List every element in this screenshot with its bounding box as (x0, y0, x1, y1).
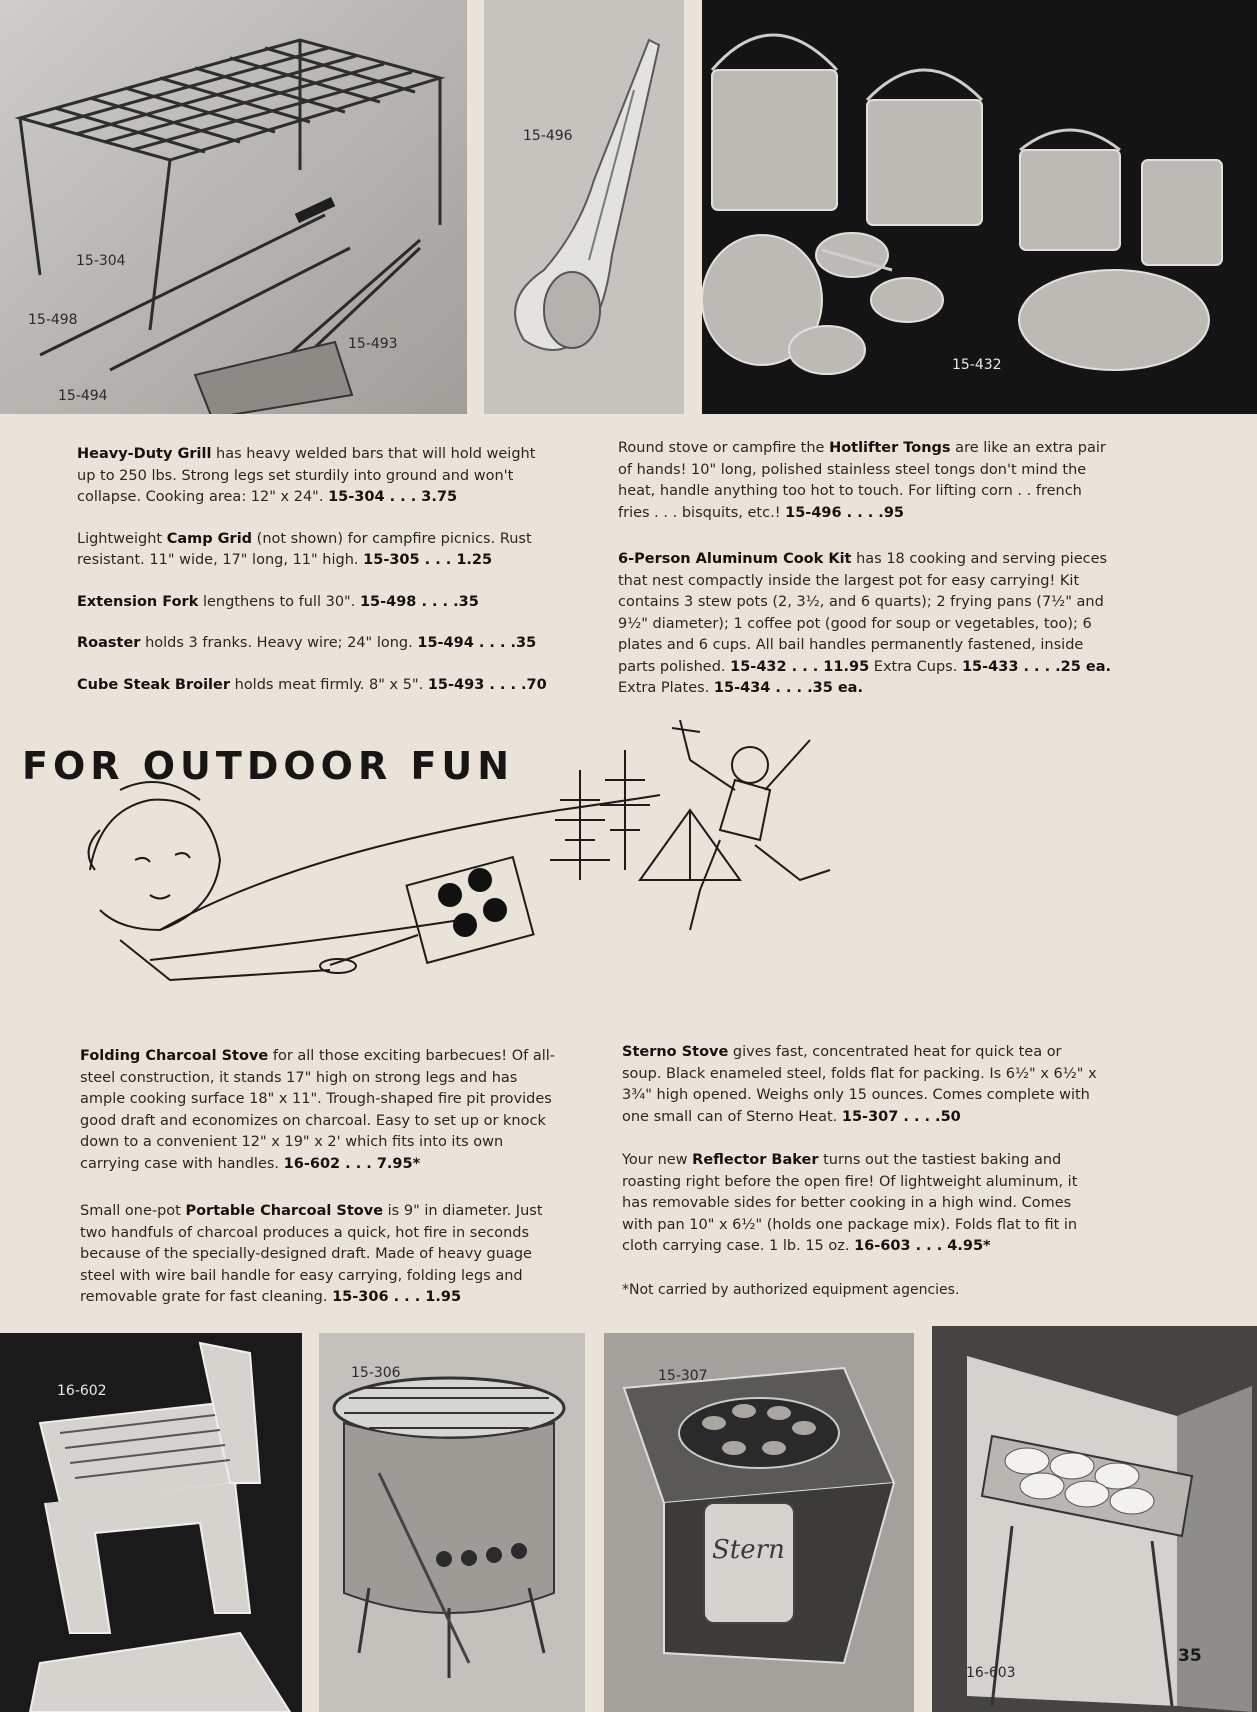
roaster-desc: Roaster holds 3 franks. Heavy wire; 24" long. 15-494 . . . .35 (77, 635, 537, 651)
extension-fork-desc: Extension Fork lengthens to full 30". 15-498 . . . .35 (77, 593, 479, 610)
left-top-column (77, 444, 557, 696)
reflector-baker-photo (932, 1326, 1257, 1712)
label-reflector-baker: 16-603 (966, 1665, 1016, 1681)
portable-stove-photo (319, 1333, 585, 1712)
tongs-photo (484, 0, 684, 414)
page-number: 35 (1178, 1646, 1202, 1666)
reflector-baker-desc: Your new Reflector Baker turns out the tastiest baking and roasting right before the open fire! Of lightweight aluminum, it has removable sides for better cooking in a high wind. Comes with pan 10" x 6½" (holds one package mix). Folds flat to fit in cloth carrying case. 1 lb. 15 oz. 16-603 . . . 4.95* (622, 1152, 1078, 1254)
outdoor-illustration (0, 720, 880, 1020)
label-roaster: 15-494 (58, 388, 108, 404)
sterno-stove-photo (604, 1333, 914, 1712)
right-top-column (618, 438, 1118, 700)
label-sterno-stove: 15-307 (658, 1368, 708, 1384)
footnote: *Not carried by authorized equipment agencies. (622, 1281, 960, 1298)
label-portable-stove: 15-306 (351, 1365, 401, 1381)
sterno-can-label: Stern (712, 1535, 785, 1565)
folding-stove-photo (0, 1333, 302, 1712)
label-folding-stove: 16-602 (57, 1383, 107, 1399)
left-bottom-column (80, 1046, 560, 1309)
cook-kit-photo (702, 0, 1257, 414)
sterno-stove-desc: Sterno Stove gives fast, concentrated heat for quick tea or soup. Black enameled steel, folds flat for packing. Is 6½" x 6½" x 3¾" high opened. Weighs only 15 ounces. Comes complete with one small can of Sterno Heat. 15-307 . . . .50 (622, 1044, 1097, 1125)
heavy-duty-grill-desc: Heavy-Duty Grill has heavy welded bars that will hold weight up to 250 lbs. Strong legs set sturdily into ground and won't collapse. Cooking area: 12" x 24". 15-304 . . . 3.75 (77, 446, 536, 505)
cube-steak-desc: Cube Steak Broiler holds meat firmly. 8" x 5". 15-493 . . . .70 (77, 676, 547, 693)
tongs-desc: Round stove or campfire the Hotlifter Tongs are like an extra pair of hands! 10" long, polished stainless steel tongs don't mind the heat, handle anything too hot to touch. For lifting corn . . french fries . . . bisquits, etc.! 15-496 . . . .95 (618, 440, 1106, 521)
label-cook-kit: 15-432 (952, 357, 1002, 373)
label-grill: 15-304 (76, 253, 126, 269)
label-tongs: 15-496 (523, 128, 573, 144)
camp-grid-desc: Lightweight Camp Grid (not shown) for campfire picnics. Rust resistant. 11" wide, 17" long, 11" high. 15-305 . . . 1.25 (77, 530, 532, 568)
headline: FOR OUTDOOR FUN (22, 744, 515, 788)
folding-stove-desc: Folding Charcoal Stove for all those exciting barbecues! Of all-steel construction, it stands 17" high on strong legs and has ample cooking surface 18" x 11". Trough-shaped fire pit provides good draft and economizes on charcoal. Easy to set up or knock down to a convenient 12" x 19" x 2' which fits into its own carrying case with handles. 16-602 . . . 7.95* (80, 1048, 556, 1172)
cook-kit-desc: 6-Person Aluminum Cook Kit has 18 cooking and serving pieces that nest compactly inside the largest pot for easy carrying! Kit contains 3 stew pots (2, 3½, and 6 quarts); 2 frying pans (7½" and 9½" diameter); 1 coffee pot (good for soup or vegetables, too); 6 plates and 6 cups. All bail handles permanently fastened, inside parts polished. 15-432 . . . 11.95 Extra Cups. 15-433 . . . .25 ea. Extra Plates. 15-434 . . . .35 ea. (618, 551, 1112, 696)
label-broiler: 15-493 (348, 336, 398, 352)
portable-stove-desc: Small one-pot Portable Charcoal Stove is 9" in diameter. Just two handfuls of charcoal produces a quick, hot fire in seconds because of the specially-designed draft. Made of heavy guage steel with wire bail handle for easy carrying, folding legs and removable grate for fast cleaning. 15-306 . . . 1.95 (80, 1203, 543, 1305)
right-bottom-column (622, 1042, 1102, 1301)
label-fork: 15-498 (28, 312, 78, 328)
